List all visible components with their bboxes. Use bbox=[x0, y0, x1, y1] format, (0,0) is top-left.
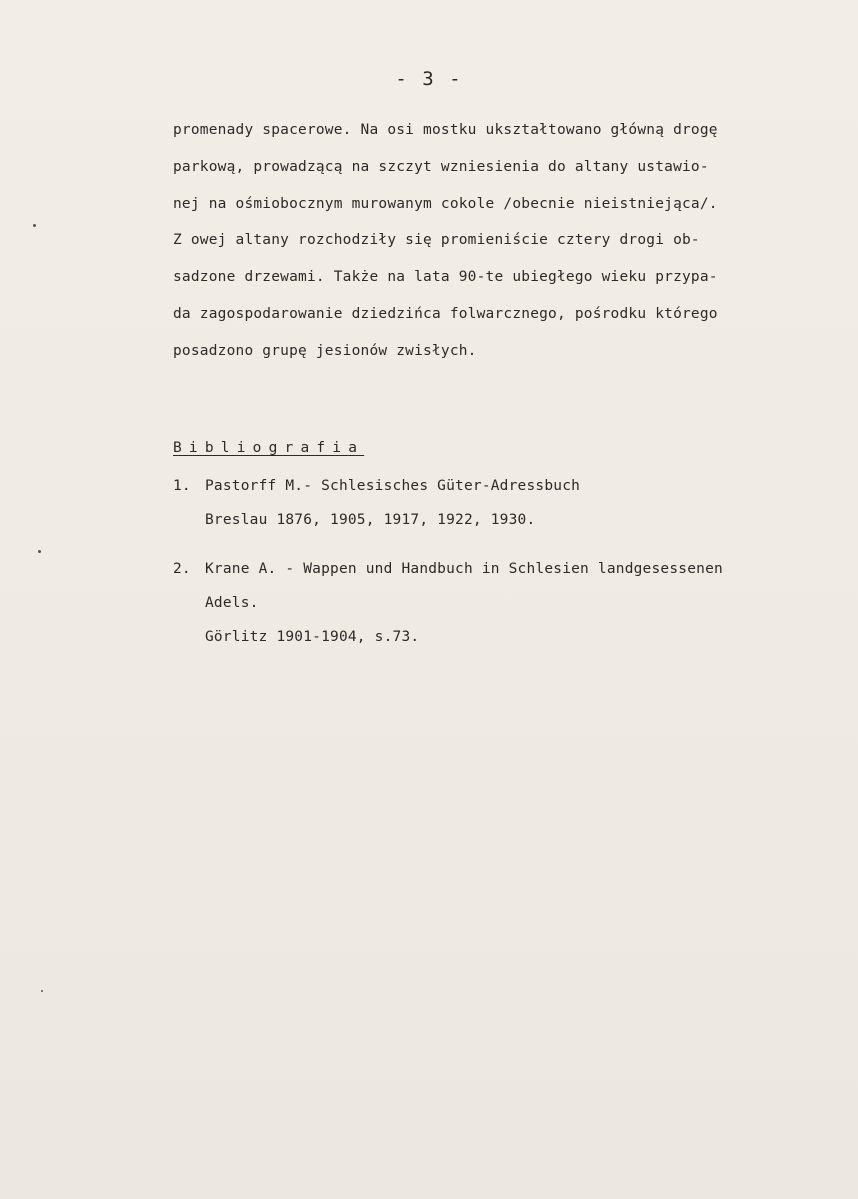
body-line: promenady spacerowe. Na osi mostku ukształtowano główną drogę bbox=[173, 122, 718, 138]
bibliography-entry-line: Adels. bbox=[205, 595, 259, 611]
bibliography-entry-text: Krane A. - Wappen und Handbuch in Schlesien landgesessenen bbox=[205, 561, 723, 577]
body-line: parkową, prowadzącą na szczyt wzniesienia do altany ustawio- bbox=[173, 158, 709, 175]
bibliography-entry-line: Breslau 1876, 1905, 1917, 1922, 1930. bbox=[205, 512, 536, 528]
body-line: nej na ośmiobocznym murowanym cokole /obecnie nieistniejąca/. bbox=[173, 195, 718, 212]
bibliography-entry bbox=[173, 474, 833, 542]
bibliography-entry-line bbox=[173, 474, 833, 508]
bibliography-heading: Bibliografia bbox=[173, 440, 365, 456]
page-number: - 3 - bbox=[395, 68, 463, 90]
body-line: Z owej altany rozchodziły się promieniście cztery drogi ob- bbox=[173, 232, 700, 249]
paper-speck bbox=[33, 224, 36, 227]
body-line: sadzone drzewami. Także na lata 90-te ubiegłego wieku przypa- bbox=[173, 269, 718, 286]
bibliography-entry-text: Pastorff M.- Schlesisches Güter-Adressbuch bbox=[205, 478, 581, 494]
bibliography-list bbox=[173, 474, 833, 674]
bibliography-entry-number: 1. bbox=[173, 478, 191, 494]
paper-speck bbox=[38, 550, 41, 553]
bibliography-entry-number: 2. bbox=[173, 561, 191, 577]
bibliography-entry-line: Görlitz 1901-1904, s.73. bbox=[205, 629, 420, 645]
body-line: posadzono grupę jesionów zwisłych. bbox=[173, 342, 477, 359]
paper-speck bbox=[41, 990, 43, 992]
body-line: da zagospodarowanie dziedzińca folwarcznego, pośrodku którego bbox=[173, 305, 718, 322]
bibliography-entry-line bbox=[173, 557, 833, 591]
bibliography-entry bbox=[173, 557, 833, 659]
body-paragraph bbox=[173, 118, 833, 376]
